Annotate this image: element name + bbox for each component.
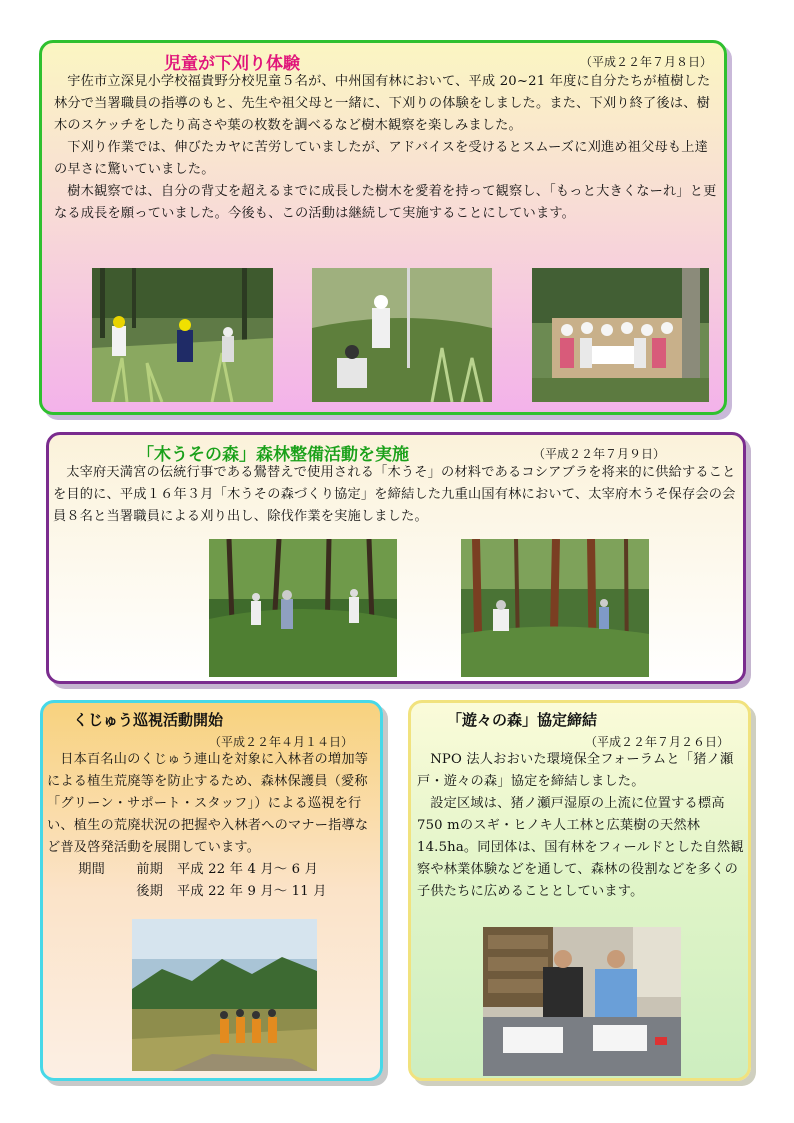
photo-weeding-instruction — [312, 268, 492, 402]
paragraph: 太宰府天満宮の伝統行事である鷽替えで使用される「木うそ」の材料であるコシアブラを将来的に供給することを目的に、平成１６年３月「木うその森づくり協定」を締結した九重山国有林において、太宰府木うそ保存会の会員８名と当署職員による刈り出し、除伐作業を実施しました。 — [53, 465, 736, 524]
article-kiuso-forest — [46, 432, 746, 684]
article-title: 「木うその森」森林整備活動を実施 — [137, 445, 409, 465]
photo-kuju-mountains — [132, 919, 317, 1071]
photo-agreement-signing — [483, 927, 681, 1076]
article-date: （平成２２年４月１４日） — [209, 735, 354, 749]
paragraph: 宇佐市立深見小学校福貴野分校児童５名が、中州国有林において、平成 20~21 年度に自分たちが植樹した林分で当署職員の指導のもと、先生や祖父母と一緒に、下刈りの体験をしました。また、下刈り終了後は、樹木のスケッチをしたり高さや葉の枚数を調べるなど樹木観察を楽しみました。 — [54, 74, 711, 133]
paragraph: NPO 法人おおいた環境保全フォーラムと「猪ノ瀬戸・遊々の森」協定を締結しました。 — [417, 752, 734, 789]
period-table — [47, 859, 381, 903]
photo-group — [532, 268, 709, 402]
period-row — [47, 881, 381, 903]
period-range: 平成 22 年 4 月～ 6 月 — [177, 862, 319, 877]
article-title: 児童が下刈り体験 — [164, 54, 300, 74]
article-title: くじゅう巡視活動開始 — [73, 711, 224, 729]
article-body — [54, 71, 718, 225]
paragraph: 樹木観察では、自分の背丈を超えるまでに成長した樹木を愛着を持って観察し、「もっと大きくなーれ」と更なる成長を願っていました。今後も、この活動は継続して実施することにしています。 — [54, 184, 717, 221]
paragraph: 設定区域は、猪ノ瀬戸湿原の上流に位置する標高 750 mのスギ・ヒノキ人工林と広葉樹の天然林 14.5ha。同団体は、国有林をフィールドとした自然観察や林業体験などを通して、森林の役割などを多くの子供たちに広めることとしています。 — [417, 796, 744, 899]
article-body — [47, 749, 381, 903]
article-date: （平成２２年７月２６日） — [585, 735, 730, 749]
article-title: 「遊々の森」協定締結 — [447, 711, 598, 729]
article-body — [417, 749, 747, 903]
article-body — [53, 462, 743, 528]
photo-forest-clearing — [209, 539, 397, 677]
article-kuju-patrol — [40, 700, 383, 1081]
period-range: 平成 22 年 9 月～ 11 月 — [177, 884, 327, 899]
article-date: （平成２２年７月９日） — [533, 447, 666, 461]
article-date: （平成２２年７月８日） — [580, 55, 713, 69]
paragraph: 日本百名山のくじゅう連山を対象に入林者の増加等による植生荒廃等を防止するため、森林保護員（愛称「グリーン・サポート・スタッフ」）による巡視を行い、植生の荒廃状況の把握や入林者へのマナー指導など普及啓発活動を展開しています。 — [47, 752, 369, 855]
period-label: 期間 — [78, 862, 105, 877]
photo-cedar-forest — [461, 539, 649, 677]
article-children-weeding — [39, 40, 727, 415]
period-term: 前期 — [136, 862, 163, 877]
article-yuyu-forest — [408, 700, 751, 1081]
photo-children-weeding — [92, 268, 273, 402]
period-term: 後期 — [136, 884, 163, 899]
paragraph: 下刈り作業では、伸びたカヤに苦労していましたが、アドバイスを受けるとスムーズに刈進め祖父母も上達の早さに驚いていました。 — [54, 140, 709, 177]
period-row — [47, 859, 381, 881]
